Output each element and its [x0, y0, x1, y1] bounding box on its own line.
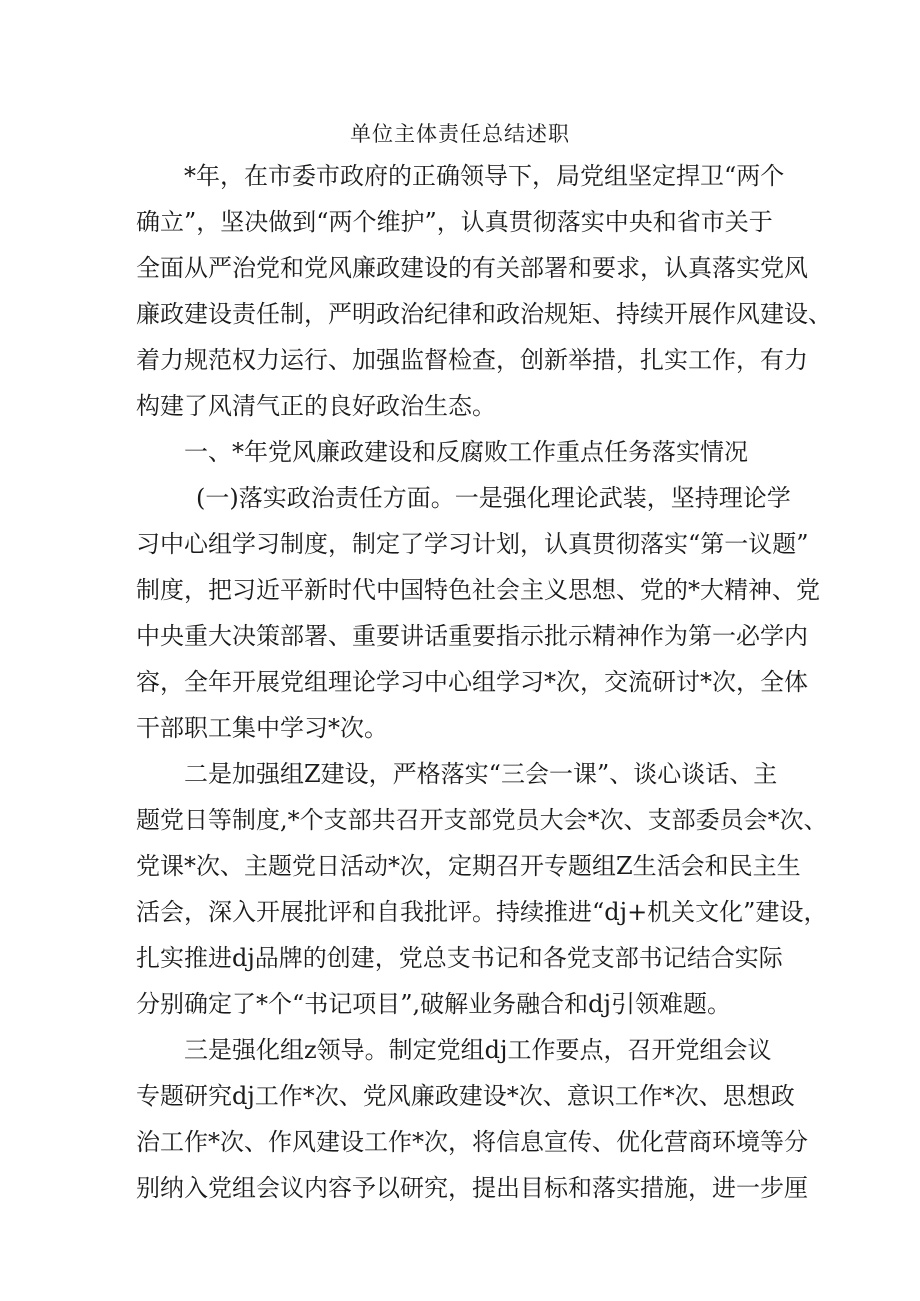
paragraph-line: 廉政建设责任制，严明政治纪律和政治规矩、持续开展作风建设、: [136, 300, 832, 328]
section-heading: 一、*年党风廉政建设和反腐败工作重点任务落实情况: [184, 438, 748, 466]
paragraph-line: 制度，把习近平新时代中国特色社会主义思想、党的*大精神、党: [136, 576, 820, 604]
paragraph-line: *年，在市委市政府的正确领导下，局党组坚定捍卫“两个: [184, 162, 785, 190]
paragraph-line: 确立”，坚决做到“两个维护”，认真贯彻落实中央和省市关于: [136, 208, 773, 236]
paragraph-line: 容，全年开展党组理论学习中心组学习*次，交流研讨*次，全体: [136, 668, 808, 696]
paragraph-line: 习中心组学习制度，制定了学习计划，认真贯彻落实“第一议题”: [136, 530, 809, 558]
paragraph-line: 党课*次、主题党日活动*次，定期召开专题组Z生活会和民主生: [136, 852, 801, 880]
paragraph-line: 扎实推进dj品牌的创建，党总支书记和各党支部书记结合实际: [136, 944, 783, 972]
paragraph-line: 中央重大决策部署、重要讲话重要指示批示精神作为第一必学内: [136, 622, 808, 650]
paragraph-line: 专题研究dj工作*次、党风廉政建设*次、意识工作*次、思想政: [136, 1082, 795, 1110]
paragraph-line: 三是强化组z领导。制定党组dj工作要点，召开党组会议: [184, 1036, 772, 1064]
paragraph-line: 题党日等制度,*个支部共召开支部党员大会*次、支部委员会*次、: [136, 806, 828, 834]
paragraph-line: 活会，深入开展批评和自我批评。持续推进“dj+机关文化”建设，: [136, 898, 828, 926]
paragraph-line: 别纳入党组会议内容予以研究，提出目标和落实措施，进一步厘: [136, 1174, 808, 1202]
paragraph-line: 干部职工集中学习*次。: [136, 714, 388, 742]
paragraph-line: 全面从严治党和党风廉政建设的有关部署和要求，认真落实党风: [136, 254, 808, 282]
paragraph-line: (一)落实政治责任方面。一是强化理论武装，坚持理论学: [196, 484, 791, 512]
paragraph-line: 分别确定了*个“书记项目”,破解业务融合和dj引领难题。: [136, 990, 731, 1018]
paragraph-line: 治工作*次、作风建设工作*次，将信息宣传、优化营商环境等分: [136, 1128, 808, 1156]
paragraph-line: 着力规范权力运行、加强监督检查，创新举措，扎实工作，有力: [136, 346, 808, 374]
paragraph-line: 构建了风清气正的良好政治生态。: [136, 392, 496, 420]
paragraph-line: 二是加强组Z建设，严格落实“三会一课”、谈心谈话、主: [184, 760, 778, 788]
document-title: 单位主体责任总结述职: [350, 122, 570, 146]
